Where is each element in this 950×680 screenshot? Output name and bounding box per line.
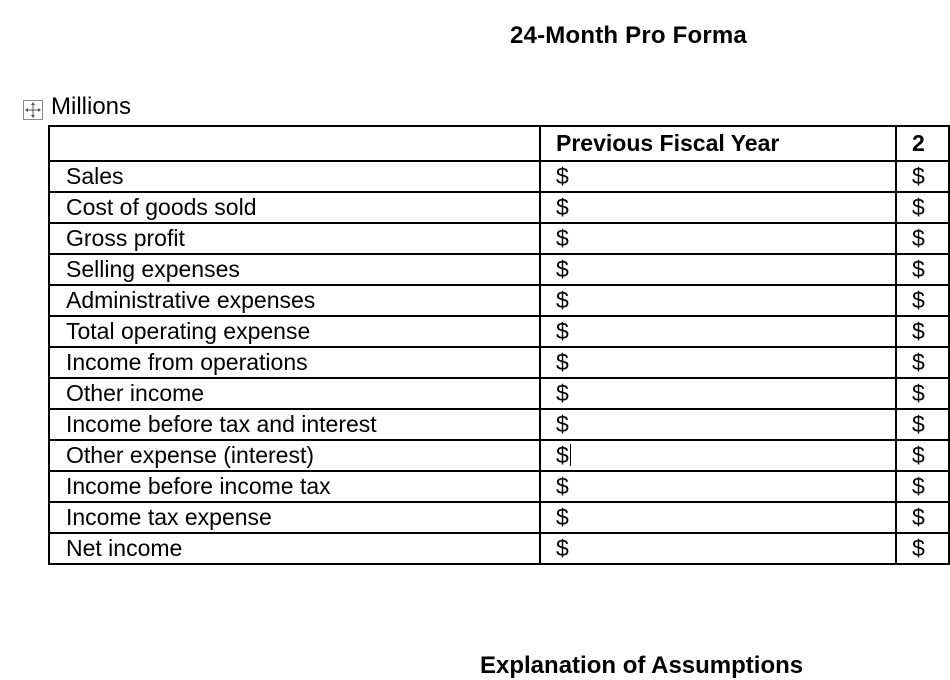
pro-forma-table[interactable] — [48, 125, 950, 565]
row-label[interactable]: Sales — [49, 161, 540, 192]
previous-year-cell-active[interactable] — [540, 440, 896, 471]
previous-year-cell[interactable]: $ — [540, 316, 896, 347]
cell-value: $ — [556, 442, 569, 468]
next-year-cell[interactable]: $ — [896, 347, 949, 378]
next-year-cell[interactable]: $ — [896, 223, 949, 254]
row-label[interactable]: Administrative expenses — [49, 285, 540, 316]
page-title: 24-Month Pro Forma — [510, 22, 747, 49]
row-label[interactable]: Income before tax and interest — [49, 409, 540, 440]
row-label[interactable]: Other expense (interest) — [49, 440, 540, 471]
table-row — [49, 471, 949, 502]
next-year-cell[interactable]: $ — [896, 502, 949, 533]
next-year-cell[interactable]: $ — [896, 471, 949, 502]
next-year-cell[interactable]: $ — [896, 161, 949, 192]
row-label[interactable]: Income from operations — [49, 347, 540, 378]
previous-year-cell[interactable]: $ — [540, 254, 896, 285]
row-label[interactable]: Income before income tax — [49, 471, 540, 502]
next-year-cell[interactable]: $ — [896, 285, 949, 316]
previous-year-cell[interactable]: $ — [540, 378, 896, 409]
table-row — [49, 254, 949, 285]
previous-year-cell[interactable]: $ — [540, 161, 896, 192]
header-cell-label[interactable] — [49, 126, 540, 161]
table-row — [49, 347, 949, 378]
move-arrows-icon — [24, 101, 42, 119]
section-heading: Explanation of Assumptions — [480, 652, 804, 679]
row-label[interactable]: Cost of goods sold — [49, 192, 540, 223]
row-label[interactable]: Other income — [49, 378, 540, 409]
table-row — [49, 316, 949, 347]
units-label: Millions — [51, 93, 132, 120]
row-label[interactable]: Net income — [49, 533, 540, 564]
previous-year-cell[interactable]: $ — [540, 409, 896, 440]
previous-year-cell[interactable]: $ — [540, 533, 896, 564]
row-label[interactable]: Gross profit — [49, 223, 540, 254]
previous-year-cell[interactable]: $ — [540, 502, 896, 533]
table-row — [49, 192, 949, 223]
header-cell-previous-year[interactable]: Previous Fiscal Year — [540, 126, 896, 161]
previous-year-cell[interactable]: $ — [540, 471, 896, 502]
header-cell-next-year[interactable]: 2 — [896, 126, 949, 161]
row-label[interactable]: Total operating expense — [49, 316, 540, 347]
previous-year-cell[interactable]: $ — [540, 347, 896, 378]
table-row — [49, 440, 949, 471]
next-year-cell[interactable]: $ — [896, 254, 949, 285]
table-row — [49, 223, 949, 254]
next-year-cell[interactable]: $ — [896, 192, 949, 223]
previous-year-cell[interactable]: $ — [540, 285, 896, 316]
text-cursor — [570, 444, 571, 466]
table-row — [49, 409, 949, 440]
table-row — [49, 378, 949, 409]
table-row — [49, 161, 949, 192]
next-year-cell[interactable]: $ — [896, 533, 949, 564]
table-row — [49, 285, 949, 316]
next-year-cell[interactable]: $ — [896, 316, 949, 347]
next-year-cell[interactable]: $ — [896, 440, 949, 471]
table-row — [49, 502, 949, 533]
previous-year-cell[interactable]: $ — [540, 192, 896, 223]
next-year-cell[interactable]: $ — [896, 378, 949, 409]
previous-year-cell[interactable]: $ — [540, 223, 896, 254]
row-label[interactable]: Selling expenses — [49, 254, 540, 285]
table-header-row — [49, 126, 949, 161]
table-move-handle[interactable] — [23, 100, 43, 120]
next-year-cell[interactable]: $ — [896, 409, 949, 440]
row-label[interactable]: Income tax expense — [49, 502, 540, 533]
table-row — [49, 533, 949, 564]
